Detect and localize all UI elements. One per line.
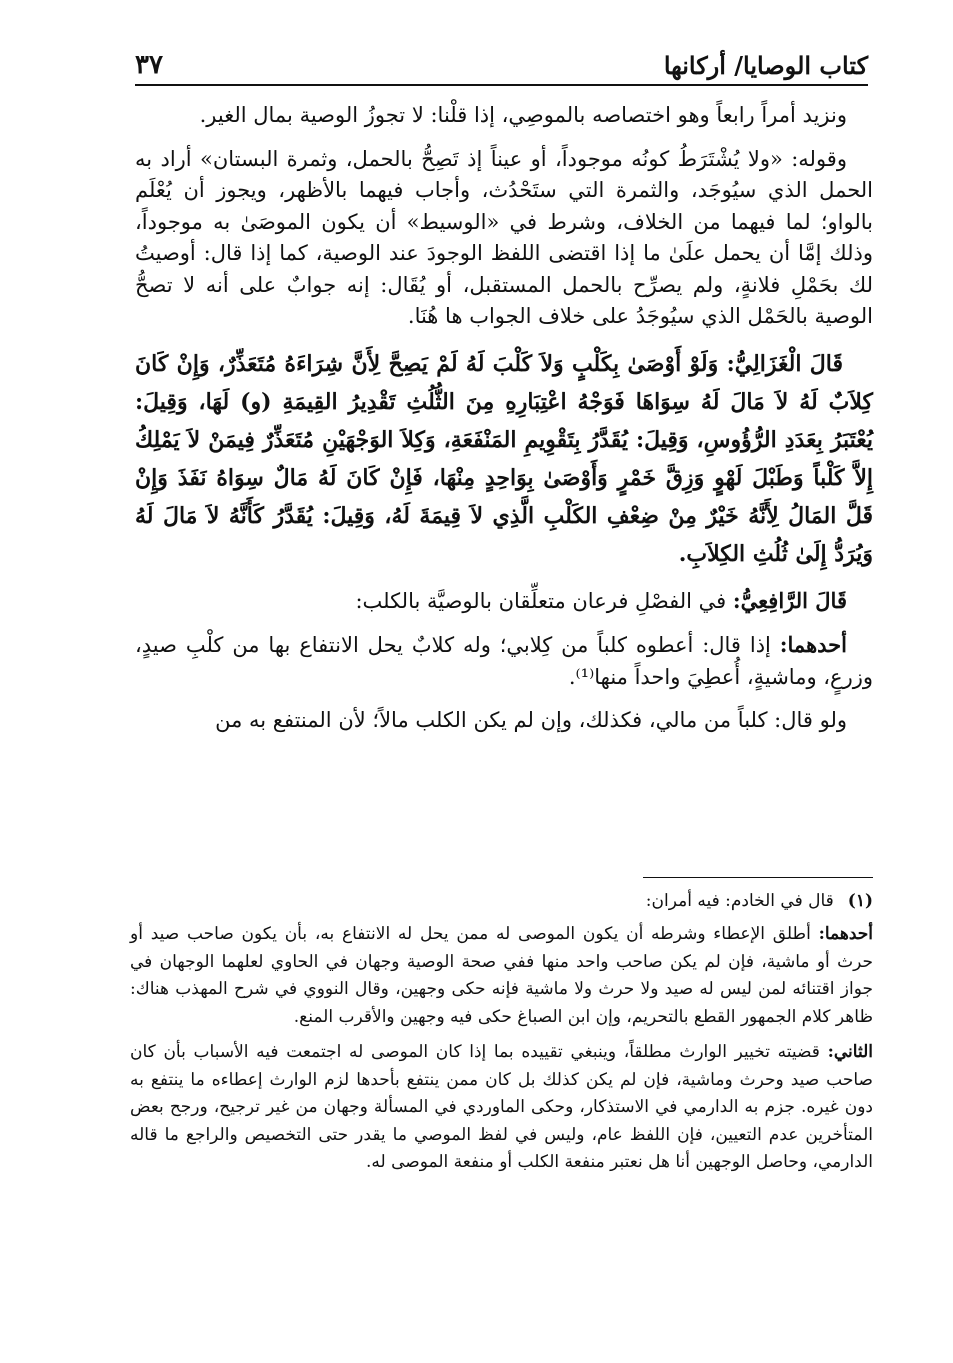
rafii-text: في الفصْلِ فرعان متعلِّقان بالوصيَّة بالكلب: (355, 588, 727, 613)
footnote-point-2-lead: الثاني: (827, 1042, 873, 1062)
footnote-point-2 (130, 1039, 873, 1177)
main-text (135, 100, 873, 749)
footnote-divider (643, 877, 873, 878)
paragraph-rafii (135, 585, 873, 618)
running-title: كتاب الوصايا/ أركانها (663, 51, 868, 80)
paragraph-6: ولو قال: كلباً من مالي، فكذلك، وإن لم يكن الكلب مالاً؛ لأن المنتفع به من (215, 708, 847, 732)
footnote-header (130, 888, 873, 915)
footnote-point-1-lead: أحدهما: (818, 924, 873, 944)
footnote-number: (١) (847, 891, 873, 911)
first-branch-text: إذا قال: أعطوه كلباً من كِلابي؛ وله كلابٌ يحل الانتفاع بها من كلْبِ صيدٍ، وزرعٍ، وماشيةٍ، أُعطِيَ واحداً منها⁽¹⁾. (135, 633, 873, 689)
paragraph-2: وقوله: «ولا يُشْتَرَطُ كونُه موجوداً، أو عيناً إذ تَصِحُّ بالحمل، وثمرة البستان» أراد به الحمل الذي سيُوجَد، والثمرة التي ستَحْدُث، وأجاب فيهما بالأظهر، ويجوز أن يُعْلَم بالواو؛ لما فيهما من الخلاف، وشرط في «الوسيط» أن يكون الموصَىٰ به موجوداً، وذلك إمَّا أن يحمل علَىٰ ما إذا اقتضى اللفظ الوجودَ عند الوصية، كما إذا قال: أوصيتُ لك بحَمْلِ فلانةٍ، ولم يصرِّح بالحمل المستقبل، أو يُقَال: إنه جوابٌ على أنه لا تصحُّ الوصية بالحَمْل الذي سيُوجَدُ على خلاف الجواب ها هُنَا. (135, 146, 873, 328)
footnote-point-1 (130, 921, 873, 1031)
paragraph-first-branch (135, 629, 873, 693)
footnote-intro: قال في الخادم: فيه أمران: (645, 891, 834, 911)
page-number: ٣٧ (135, 50, 163, 80)
footnote-point-2-text: قضيته تخيير الوارث مطلقاً، وينبغي تقييده بما إذا كان الموصى له اجتمعت فيه الأسباب بأن كان صاحب صيد وحرث وماشية، فإن لم يكن كذلك بل كان ممن ينتفع بأحدها لزم الوارث إعطاءه ما ينتفع به دون غيره. جزم به الدارمي في الاستذكار، وحكى الماوردي في المسألة وجهان من غير ترجيح، ورجح بعض المتأخرين عدم التعيين، فإن اللفظ عام، وليس في لفظ الموصي ما يقدر حتى التخصيص والراجع ما قاله الدارمي، وحاصل الوجهين أنا هل نعتبر منفعة الكلب أو منفعة الموصى له. (130, 1042, 873, 1172)
ghazali-lead: قَالَ الْغَزَالِيُّ: (726, 350, 843, 377)
footnotes (130, 888, 873, 1185)
rafii-lead: قَالَ الرَّافِعِيُّ: (732, 587, 847, 613)
footnote-point-1-text: أطلق الإعطاء وشرطه أن يكون الموصى له ممن يحل له الانتفاع به، بأن يكون صاحب صيد أو حرث أو ماشية، فإن لم يكن صاحب واحد منها ففي صحة الوصية وجهان في الحاوي لعلهما الوجهان في جواز اقتنائه لمن ليس له صيد ولا حرث ولا ماشية فإنه حكى وجهين، وقال النووي في شرح المهذب هناك: ظاهر كلام الجمهور القطع بالتحريم، وإن ابن الصباغ حكى فيه وجهين والأقرب المنع. (130, 924, 873, 1027)
first-branch-lead: أحدهما: (779, 632, 847, 657)
paragraph-1: ونزيد أمراً رابعاً وهو اختصاصه بالموصِي، إذا قلْنا: لا تجوزُ الوصية بمال الغير. (199, 103, 847, 127)
page-header (135, 40, 868, 86)
paragraph-ghazali (135, 345, 873, 573)
ghazali-text: وَلَوْ أَوْصَىٰ بِكَلْبٍ وَلاَ كَلْبَ لَهُ لَمْ يَصِحَّ لِأَنَّ شِرَاءَهُ مُتَعَذِّرٌ، وَإِنْ كَانَ كِلاَبٌ لَهُ لاَ مَالَ لَهُ سِوَاهَا فَوَجْهُ اعْتِبَارِهِ مِنَ الثُّلُثِ تَقْدِيرُ القِيمَةِ (و) لَهَا، وَقِيلَ: يُعْتَبَرُ بِعَدَدِ الرُّؤُوسِ، وَقِيلَ: يُقَدَّرُ بِتَقْوِيمِ المَنْفَعَةِ، وَكِلاَ الوَجْهَيْنِ مُتَعَذِّرٌ فِيمَنْ لاَ يَمْلِكُ إِلاَّ كَلْباً وَطَبْلَ لَهْوٍ وَزِقَّ خَمْرٍ وَأَوْصَىٰ بِوَاحِدٍ مِنْهَا، فَإِنْ كَانَ لَهُ مَالٌ سِوَاهُ نَفَذَ وَإِنْ قَلَّ المَالُ لِأَنَّهُ خَيْرٌ مِنْ ضِعْفِ الكَلْبِ الَّذِي لاَ قِيمَةَ لَهُ، وَقِيلَ: يُقَدَّرُ كَأَنَّهُ لاَ مَالَ لَهُ وَيُرَدُّ إِلَىٰ ثُلُثِ الكِلاَبِ. (135, 350, 873, 567)
